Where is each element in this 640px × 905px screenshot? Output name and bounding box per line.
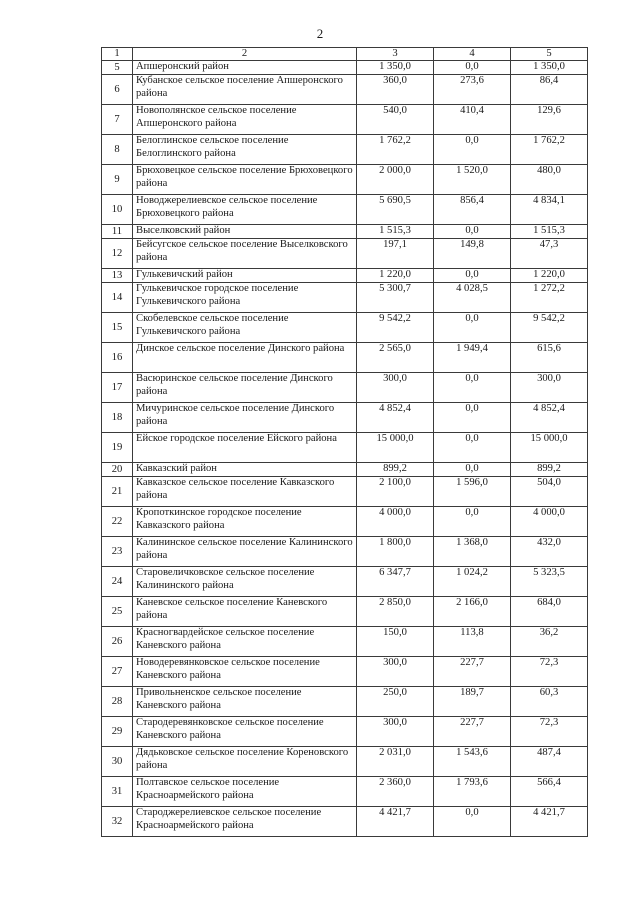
table-row: [102, 165, 588, 195]
value-col4-cell: 1 596,0: [434, 477, 511, 507]
settlement-name-cell: Белоглинское сельское поселение Белоглинского района: [133, 135, 357, 165]
value-col4-cell: 1 368,0: [434, 537, 511, 567]
value-col4-cell: 410,4: [434, 105, 511, 135]
value-col5-cell: 129,6: [511, 105, 588, 135]
row-number-cell: 5: [102, 61, 133, 75]
value-col5-cell: 684,0: [511, 597, 588, 627]
value-col4-cell: 189,7: [434, 687, 511, 717]
row-number-cell: 26: [102, 627, 133, 657]
value-col5-cell: 4 421,7: [511, 807, 588, 837]
row-number-cell: 14: [102, 283, 133, 313]
value-col5-cell: 480,0: [511, 165, 588, 195]
row-number-cell: 27: [102, 657, 133, 687]
table-row: [102, 343, 588, 373]
value-col3-cell: 1 762,2: [357, 135, 434, 165]
row-number-cell: 10: [102, 195, 133, 225]
value-col5-cell: 1 350,0: [511, 61, 588, 75]
value-col3-cell: 250,0: [357, 687, 434, 717]
row-number-cell: 20: [102, 463, 133, 477]
value-col3-cell: 1 800,0: [357, 537, 434, 567]
value-col3-cell: 2 360,0: [357, 777, 434, 807]
row-number-cell: 23: [102, 537, 133, 567]
table-row: [102, 717, 588, 747]
table-row: [102, 477, 588, 507]
settlement-name-cell: Кубанское сельское поселение Апшеронского района: [133, 75, 357, 105]
table-row: [102, 195, 588, 225]
settlement-name-cell: Новополянское сельское поселение Апшеронского района: [133, 105, 357, 135]
value-col5-cell: 487,4: [511, 747, 588, 777]
row-number-cell: 21: [102, 477, 133, 507]
table-row: [102, 507, 588, 537]
settlement-name-cell: Бейсугское сельское поселение Выселковского района: [133, 239, 357, 269]
header-cell-2: 2: [133, 48, 357, 61]
value-col4-cell: 0,0: [434, 225, 511, 239]
row-number-cell: 18: [102, 403, 133, 433]
table-row: [102, 597, 588, 627]
table-row: [102, 313, 588, 343]
page-number: 2: [316, 26, 324, 41]
row-number-cell: 24: [102, 567, 133, 597]
value-col5-cell: 615,6: [511, 343, 588, 373]
value-col3-cell: 6 347,7: [357, 567, 434, 597]
row-number-cell: 15: [102, 313, 133, 343]
header-cell-4: 4: [434, 48, 511, 61]
settlement-name-cell: Брюховецкое сельское поселение Брюховецкого района: [133, 165, 357, 195]
header-cell-1: 1: [102, 48, 133, 61]
value-col4-cell: 0,0: [434, 269, 511, 283]
table-row: [102, 239, 588, 269]
settlement-name-cell: Красногвардейское сельское поселение Каневского района: [133, 627, 357, 657]
value-col3-cell: 5 300,7: [357, 283, 434, 313]
settlement-name-cell: Стародеревянковское сельское поселение Каневского района: [133, 717, 357, 747]
value-col3-cell: 2 100,0: [357, 477, 434, 507]
value-col5-cell: 1 220,0: [511, 269, 588, 283]
table-row: [102, 777, 588, 807]
value-col4-cell: 227,7: [434, 657, 511, 687]
table-row: [102, 61, 588, 75]
value-col3-cell: 899,2: [357, 463, 434, 477]
value-col5-cell: 86,4: [511, 75, 588, 105]
value-col5-cell: 47,3: [511, 239, 588, 269]
table-row: [102, 433, 588, 463]
settlement-name-cell: Старовеличковское сельское поселение Калининского района: [133, 567, 357, 597]
value-col5-cell: 36,2: [511, 627, 588, 657]
table-row: [102, 403, 588, 433]
value-col4-cell: 1 543,6: [434, 747, 511, 777]
table-row: [102, 687, 588, 717]
settlement-name-cell: Калининское сельское поселение Калининского района: [133, 537, 357, 567]
settlement-name-cell: Апшеронский район: [133, 61, 357, 75]
row-number-cell: 11: [102, 225, 133, 239]
value-col5-cell: 60,3: [511, 687, 588, 717]
row-number-cell: 28: [102, 687, 133, 717]
value-col3-cell: 2 000,0: [357, 165, 434, 195]
value-col3-cell: 300,0: [357, 717, 434, 747]
value-col4-cell: 0,0: [434, 313, 511, 343]
value-col3-cell: 150,0: [357, 627, 434, 657]
value-col4-cell: 149,8: [434, 239, 511, 269]
value-col5-cell: 300,0: [511, 373, 588, 403]
table-row: [102, 225, 588, 239]
settlement-name-cell: Староджерелиевское сельское поселение Красноармейского района: [133, 807, 357, 837]
value-col3-cell: 4 852,4: [357, 403, 434, 433]
settlement-name-cell: Привольненское сельское поселение Каневского района: [133, 687, 357, 717]
settlement-name-cell: Выселковский район: [133, 225, 357, 239]
value-col4-cell: 0,0: [434, 463, 511, 477]
table-row: [102, 135, 588, 165]
value-col5-cell: 4 852,4: [511, 403, 588, 433]
row-number-cell: 30: [102, 747, 133, 777]
value-col3-cell: 2 565,0: [357, 343, 434, 373]
value-col4-cell: 0,0: [434, 433, 511, 463]
value-col4-cell: 2 166,0: [434, 597, 511, 627]
table-row: [102, 283, 588, 313]
value-col4-cell: 1 024,2: [434, 567, 511, 597]
row-number-cell: 13: [102, 269, 133, 283]
value-col3-cell: 15 000,0: [357, 433, 434, 463]
settlement-name-cell: Кропоткинское городское поселение Кавказского района: [133, 507, 357, 537]
row-number-cell: 25: [102, 597, 133, 627]
row-number-cell: 22: [102, 507, 133, 537]
value-col5-cell: 1 272,2: [511, 283, 588, 313]
table-row: [102, 747, 588, 777]
value-col3-cell: 4 421,7: [357, 807, 434, 837]
table-body: [102, 48, 588, 837]
row-number-cell: 8: [102, 135, 133, 165]
value-col5-cell: 9 542,2: [511, 313, 588, 343]
value-col3-cell: 300,0: [357, 657, 434, 687]
value-col5-cell: 899,2: [511, 463, 588, 477]
value-col3-cell: 2 850,0: [357, 597, 434, 627]
settlement-name-cell: Полтавское сельское поселение Красноармейского района: [133, 777, 357, 807]
value-col3-cell: 1 350,0: [357, 61, 434, 75]
table-row: [102, 75, 588, 105]
value-col5-cell: 15 000,0: [511, 433, 588, 463]
settlement-name-cell: Гулькевичское городское поселение Гулькевичского района: [133, 283, 357, 313]
value-col5-cell: 4 000,0: [511, 507, 588, 537]
value-col5-cell: 566,4: [511, 777, 588, 807]
row-number-cell: 9: [102, 165, 133, 195]
settlement-name-cell: Ейское городское поселение Ейского района: [133, 433, 357, 463]
value-col5-cell: 5 323,5: [511, 567, 588, 597]
value-col3-cell: 540,0: [357, 105, 434, 135]
value-col4-cell: 4 028,5: [434, 283, 511, 313]
value-col4-cell: 1 520,0: [434, 165, 511, 195]
settlement-name-cell: Скобелевское сельское поселение Гулькевичского района: [133, 313, 357, 343]
value-col5-cell: 1 515,3: [511, 225, 588, 239]
value-col4-cell: 1 793,6: [434, 777, 511, 807]
settlement-name-cell: Динское сельское поселение Динского района: [133, 343, 357, 373]
value-col5-cell: 1 762,2: [511, 135, 588, 165]
settlement-name-cell: Васюринское сельское поселение Динского района: [133, 373, 357, 403]
settlement-name-cell: Новодеревянковское сельское поселение Каневского района: [133, 657, 357, 687]
value-col3-cell: 1 220,0: [357, 269, 434, 283]
value-col4-cell: 0,0: [434, 373, 511, 403]
value-col4-cell: 227,7: [434, 717, 511, 747]
value-col3-cell: 360,0: [357, 75, 434, 105]
value-col4-cell: 856,4: [434, 195, 511, 225]
value-col5-cell: 72,3: [511, 717, 588, 747]
value-col4-cell: 273,6: [434, 75, 511, 105]
value-col3-cell: 197,1: [357, 239, 434, 269]
row-number-cell: 7: [102, 105, 133, 135]
settlement-name-cell: Дядьковское сельское поселение Кореновского района: [133, 747, 357, 777]
value-col3-cell: 4 000,0: [357, 507, 434, 537]
table-row: [102, 657, 588, 687]
settlement-name-cell: Кавказский район: [133, 463, 357, 477]
table-row: [102, 269, 588, 283]
table-row: [102, 627, 588, 657]
value-col4-cell: 0,0: [434, 507, 511, 537]
value-col3-cell: 2 031,0: [357, 747, 434, 777]
header-cell-3: 3: [357, 48, 434, 61]
value-col5-cell: 4 834,1: [511, 195, 588, 225]
value-col4-cell: 0,0: [434, 807, 511, 837]
settlement-name-cell: Гулькевичский район: [133, 269, 357, 283]
row-number-cell: 6: [102, 75, 133, 105]
settlement-name-cell: Мичуринское сельское поселение Динского района: [133, 403, 357, 433]
row-number-cell: 29: [102, 717, 133, 747]
table-header-row: [102, 48, 588, 61]
row-number-cell: 19: [102, 433, 133, 463]
value-col4-cell: 0,0: [434, 403, 511, 433]
value-col3-cell: 300,0: [357, 373, 434, 403]
value-col4-cell: 0,0: [434, 135, 511, 165]
value-col5-cell: 432,0: [511, 537, 588, 567]
header-cell-5: 5: [511, 48, 588, 61]
table-row: [102, 105, 588, 135]
table-row: [102, 537, 588, 567]
value-col4-cell: 0,0: [434, 61, 511, 75]
value-col4-cell: 113,8: [434, 627, 511, 657]
value-col4-cell: 1 949,4: [434, 343, 511, 373]
table-row: [102, 373, 588, 403]
row-number-cell: 32: [102, 807, 133, 837]
settlement-name-cell: Кавказское сельское поселение Кавказского района: [133, 477, 357, 507]
row-number-cell: 16: [102, 343, 133, 373]
table-row: [102, 567, 588, 597]
settlement-name-cell: Новоджерелиевское сельское поселение Брюховецкого района: [133, 195, 357, 225]
settlement-name-cell: Каневское сельское поселение Каневского района: [133, 597, 357, 627]
row-number-cell: 31: [102, 777, 133, 807]
data-table: [101, 47, 588, 837]
value-col3-cell: 9 542,2: [357, 313, 434, 343]
row-number-cell: 12: [102, 239, 133, 269]
table-row: [102, 807, 588, 837]
value-col5-cell: 504,0: [511, 477, 588, 507]
value-col5-cell: 72,3: [511, 657, 588, 687]
row-number-cell: 17: [102, 373, 133, 403]
value-col3-cell: 5 690,5: [357, 195, 434, 225]
value-col3-cell: 1 515,3: [357, 225, 434, 239]
table-row: [102, 463, 588, 477]
